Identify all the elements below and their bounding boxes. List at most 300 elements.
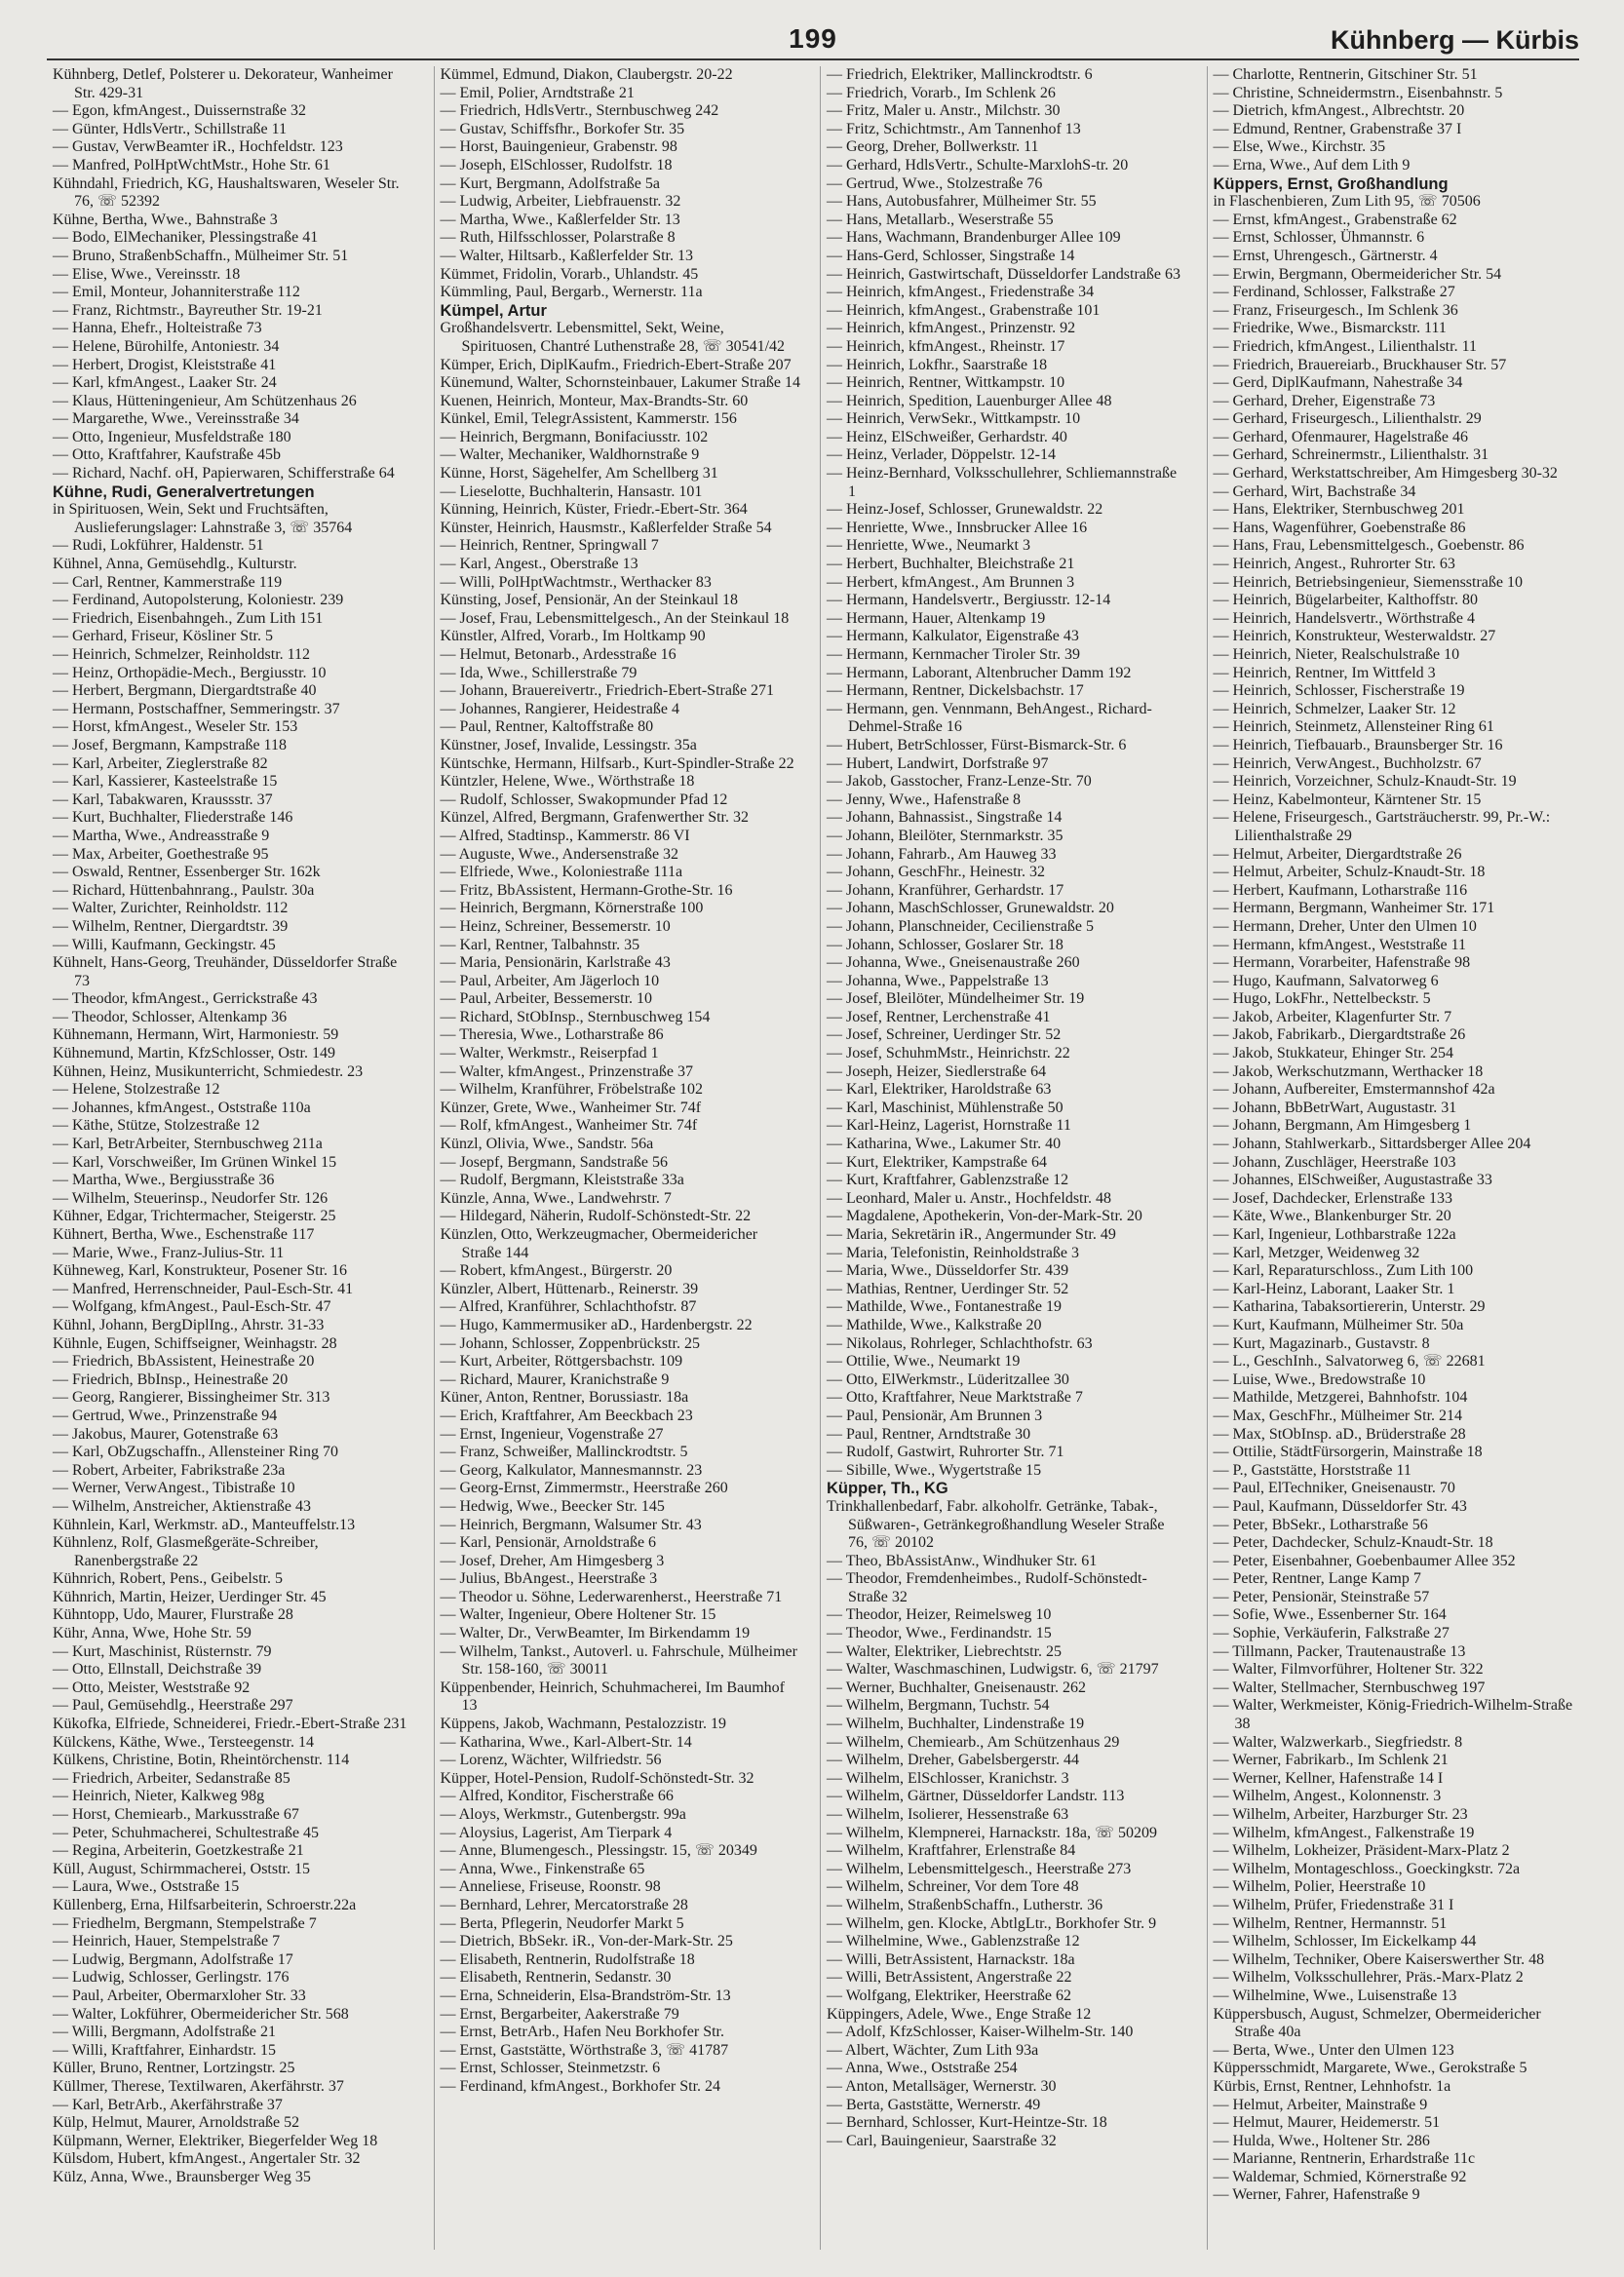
directory-entry: Kühne, Bertha, Wwe., Bahnstraße 3: [53, 211, 278, 228]
directory-entry: — Josef, Rentner, Lerchenstraße 41: [827, 1008, 1051, 1025]
directory-entry: — Paul, Arbeiter, Obermarxloher Str. 33: [53, 1987, 306, 2004]
directory-entry: — Else, Wwe., Kirchstr. 35: [1213, 138, 1386, 156]
directory-entry: — Karl, Metzger, Weidenweg 32: [1213, 1244, 1420, 1261]
directory-entry: — Wilhelmine, Wwe., Gablenzstraße 12: [827, 1933, 1080, 1950]
directory-entry: — Bernhard, Lehrer, Mercatorstraße 28: [440, 1896, 688, 1913]
directory-entry: Küpper, Hotel-Pension, Rudolf-Schönstedt-Str. 32: [440, 1769, 754, 1787]
directory-entry: — Heinz-Bernhard, Volksschullehrer, Schliemannstraße 1: [827, 465, 1178, 500]
directory-entry: — Peter, Schuhmacherei, Schultestraße 45: [53, 1824, 320, 1841]
directory-entry: — Regina, Arbeiterin, Goetzkestraße 21: [53, 1842, 304, 1860]
directory-entry: — Hans, Metallarb., Weserstraße 55: [827, 211, 1054, 228]
directory-entry: — Julius, BbAngest., Heerstraße 3: [440, 1570, 658, 1588]
directory-entry: — Hermann, Vorarbeiter, Hafenstraße 98: [1213, 954, 1471, 972]
directory-entry: — Johannes, Rangierer, Heidestraße 4: [440, 700, 679, 717]
directory-entry: — Willi, BetrAssistent, Harnackstr. 18a: [827, 1950, 1075, 1968]
directory-entry: — Walter, kfmAngest., Prinzenstraße 37: [440, 1062, 693, 1080]
directory-entry: — Josef, Bleilöter, Mündelheimer Str. 19: [827, 990, 1085, 1008]
directory-entry: — Ferdinand, kfmAngest., Borkhofer Str. 24: [440, 2077, 721, 2095]
directory-entry: — Sibille, Wwe., Wygertstraße 15: [827, 1461, 1042, 1479]
directory-entry: Künster, Heinrich, Hausmstr., Kaßlerfelder Straße 54: [440, 519, 772, 536]
directory-entry: — Jakob, Stukkateur, Ehinger Str. 254: [1213, 1045, 1453, 1062]
directory-column-2: [434, 66, 807, 2250]
directory-entry: — Gerhard, Friseurgesch., Lilienthalstr. 29: [1213, 410, 1482, 428]
directory-entry: — Georg-Ernst, Zimmermstr., Heerstraße 260: [440, 1480, 728, 1497]
directory-entry: — Paul, ElTechniker, Gneisenaustr. 70: [1213, 1480, 1455, 1497]
directory-entry: — Katharina, Tabaksortiererin, Unterstr. 29: [1213, 1298, 1486, 1316]
directory-entry: — Hermann, Rentner, Dickelsbachstr. 17: [827, 682, 1084, 700]
directory-entry: — Jakob, Arbeiter, Klagenfurter Str. 7: [1213, 1008, 1452, 1025]
directory-entry: — Helmut, Maurer, Heidemerstr. 51: [1213, 2114, 1441, 2132]
directory-entry: — Karl, Elektriker, Haroldstraße 63: [827, 1081, 1052, 1099]
directory-entry: — Gerhard, Dreher, Eigenstraße 73: [1213, 392, 1436, 409]
directory-entry: — Ernst, BetrArb., Hafen Neu Borkhofer Str.: [440, 2024, 724, 2041]
directory-entry: — Richard, StObInsp., Sternbuschweg 154: [440, 1008, 711, 1025]
directory-entry: — Rudi, Lokführer, Haldenstr. 51: [53, 537, 264, 555]
directory-entry: — Friedrike, Wwe., Bismarckstr. 111: [1213, 320, 1447, 337]
directory-entry: Kümmel, Edmund, Diakon, Claubergstr. 20-22: [440, 66, 733, 83]
directory-entry: — Walter, Lokführer, Obermeidericher Str. 568: [53, 2005, 349, 2023]
directory-entry: — Willi, Bergmann, Adolfstraße 21: [53, 2024, 276, 2041]
directory-entry: — Fritz, BbAssistent, Hermann-Grothe-Str. 16: [440, 881, 733, 899]
directory-entry: — Henriette, Wwe., Innsbrucker Allee 16: [827, 519, 1088, 536]
directory-entry: — Ludwig, Schlosser, Gerlingstr. 176: [53, 1969, 290, 1987]
directory-entry: — Johann, Schlosser, Zoppenbrückstr. 25: [440, 1334, 700, 1352]
directory-entry: Kükofka, Elfriede, Schneiderei, Friedr.-Ebert-Straße 231: [53, 1716, 407, 1733]
directory-entry: — Anna, Wwe., Finkenstraße 65: [440, 1860, 645, 1877]
directory-entry: — Hans, Wagenführer, Goebenstraße 86: [1213, 519, 1466, 536]
directory-entry: — Lorenz, Wächter, Wilfriedstr. 56: [440, 1752, 662, 1769]
directory-entry: — Anna, Wwe., Oststraße 254: [827, 2060, 1018, 2077]
directory-entry: — Johanna, Wwe., Gneisenaustraße 260: [827, 954, 1080, 972]
directory-entry: — Hermann, Postschaffner, Semmeringstr. 37: [53, 700, 340, 717]
directory-entry: — Carl, Rentner, Kammerstraße 119: [53, 573, 283, 591]
directory-entry: — Friedrich, BbInsp., Heinestraße 20: [53, 1370, 289, 1388]
directory-entry: — Käte, Wwe., Blankenburger Str. 20: [1213, 1208, 1451, 1225]
directory-entry: — Willi, PolHptWachtmstr., Werthacker 83: [440, 573, 712, 591]
directory-entry: — Theodor, Heizer, Reimelsweg 10: [827, 1606, 1052, 1624]
directory-entry: — Georg, Rangierer, Bissingheimer Str. 313: [53, 1389, 330, 1407]
directory-entry: — Käthe, Stütze, Stolzestraße 12: [53, 1117, 260, 1135]
directory-entry: — Hubert, Landwirt, Dorfstraße 97: [827, 754, 1049, 772]
directory-entry: — Werner, Fabrikarb., Im Schlenk 21: [1213, 1752, 1449, 1769]
directory-entry: — Johann, Kranführer, Gerhardstr. 17: [827, 881, 1064, 899]
directory-entry: — Elise, Wwe., Vereinsstr. 18: [53, 265, 241, 283]
directory-entry: — Otto, Kraftfahrer, Kaufstraße 45b: [53, 446, 281, 464]
directory-entry: — Kurt, Elektriker, Kampstraße 64: [827, 1153, 1047, 1171]
directory-entry: — Gerhard, Friseur, Kösliner Str. 5: [53, 628, 273, 645]
directory-entry: — Martha, Wwe., Kaßlerfelder Str. 13: [440, 211, 680, 228]
directory-entry: — Martha, Wwe., Andreasstraße 9: [53, 827, 270, 844]
directory-entry: — Albert, Wächter, Zum Lith 93a: [827, 2041, 1039, 2059]
directory-entry: — Helene, Bürohilfe, Antoniestr. 34: [53, 337, 280, 355]
directory-entry: — Johann, Schlosser, Goslarer Str. 18: [827, 936, 1063, 953]
directory-entry: — Theodor, Fremdenheimbes., Rudolf-Schönstedt-Straße 32: [827, 1570, 1147, 1605]
directory-entry: — Helene, Stolzestraße 12: [53, 1081, 220, 1099]
directory-entry: — Ludwig, Bergmann, Adolfstraße 17: [53, 1950, 293, 1968]
directory-entry: Kühneweg, Karl, Konstrukteur, Posener Str. 16: [53, 1262, 347, 1280]
directory-entry: — Paul, Pensionär, Am Brunnen 3: [827, 1407, 1043, 1424]
directory-entry: — Wilhelm, Chemiearb., Am Schützenhaus 29: [827, 1733, 1120, 1751]
directory-entry: — Herbert, Drogist, Kleiststraße 41: [53, 356, 277, 373]
directory-entry: Küller, Bruno, Rentner, Lortzingstr. 25: [53, 2060, 295, 2077]
directory-entry: — Max, StObInsp. aD., Brüderstraße 28: [1213, 1425, 1466, 1443]
directory-entry: — Manfred, PolHptWchtMstr., Hohe Str. 61: [53, 156, 330, 174]
directory-entry: — Heinrich, Schlosser, Fischerstraße 19: [1213, 682, 1465, 700]
directory-entry: — Rolf, kfmAngest., Wanheimer Str. 74f: [440, 1117, 698, 1135]
directory-entry: — Wilhelm, Buchhalter, Lindenstraße 19: [827, 1716, 1085, 1733]
directory-entry: — Wilhelm, Polier, Heerstraße 10: [1213, 1878, 1426, 1896]
directory-entry: — Ernst, Bergarbeiter, Aakerstraße 79: [440, 2005, 679, 2023]
directory-entry: — Heinrich, Angest., Ruhrorter Str. 63: [1213, 556, 1455, 573]
directory-entry: — Aloys, Werkmstr., Gutenbergstr. 99a: [440, 1806, 686, 1823]
directory-entry: Kühnlenz, Rolf, Glasmeßgeräte-Schreiber, Ranenbergstraße 22: [53, 1534, 319, 1569]
directory-entry: — Bernhard, Schlosser, Kurt-Heintze-Str. 18: [827, 2114, 1107, 2132]
directory-entry: — Oswald, Rentner, Essenberger Str. 162k: [53, 864, 321, 881]
directory-entry: Külpmann, Werner, Elektriker, Biegerfelder Weg 18: [53, 2132, 378, 2149]
directory-entry: Küntschke, Hermann, Hilfsarb., Kurt-Spindler-Straße 22: [440, 754, 794, 772]
directory-entry: — Willi, Kaufmann, Geckingstr. 45: [53, 936, 276, 953]
directory-entry: Kühnelt, Hans-Georg, Treuhänder, Düsseldorfer Straße 73: [53, 954, 398, 989]
directory-entry: Külsdom, Hubert, kfmAngest., Angertaler Str. 32: [53, 2150, 361, 2168]
directory-entry: — Wilhelm, Dreher, Gabelsbergerstr. 44: [827, 1752, 1079, 1769]
directory-entry: — Heinrich, kfmAngest., Rheinstr. 17: [827, 337, 1065, 355]
directory-entry: Kümmet, Fridolin, Vorarb., Uhlandstr. 45: [440, 265, 699, 283]
directory-entry: — Hermann, Kernmacher Tiroler Str. 39: [827, 646, 1080, 663]
directory-entry: — Erna, Wwe., Auf dem Lith 9: [1213, 156, 1411, 174]
directory-entry: — Bodo, ElMechaniker, Plessingstraße 41: [53, 229, 319, 247]
directory-entry: — Hildegard, Näherin, Rudolf-Schönstedt-Str. 22: [440, 1208, 752, 1225]
directory-entry: — Paul, Rentner, Kaltoffstraße 80: [440, 718, 654, 736]
directory-entry: — Horst, kfmAngest., Weseler Str. 153: [53, 718, 298, 736]
directory-entry: — Martha, Wwe., Bergiusstraße 36: [53, 1172, 275, 1189]
directory-entry: — Walter, Zurichter, Reinholdstr. 112: [53, 900, 289, 917]
directory-entry: Külp, Helmut, Maurer, Arnoldstraße 52: [53, 2114, 300, 2132]
directory-entry: — Sophie, Verkäuferin, Falkstraße 27: [1213, 1625, 1450, 1642]
page-number: 199: [789, 23, 837, 54]
directory-entry: — Lieselotte, Buchhalterin, Hansastr. 101: [440, 482, 703, 500]
directory-entry: — Ottilie, Wwe., Neumarkt 19: [827, 1353, 1021, 1370]
directory-entry: — Alfred, Konditor, Fischerstraße 66: [440, 1788, 674, 1805]
directory-entry: — Elfriede, Wwe., Koloniestraße 111a: [440, 864, 683, 881]
directory-entry: — Walter, Werkmstr., Reiserpfad 1: [440, 1045, 659, 1062]
directory-entry: Kümmling, Paul, Bergarb., Wernerstr. 11a: [440, 284, 703, 301]
directory-entry: — Walter, Stellmacher, Sternbuschweg 197: [1213, 1679, 1486, 1696]
directory-entry: — Wilhelm, Kraftfahrer, Erlenstraße 84: [827, 1842, 1076, 1860]
directory-entry: — Kurt, Arbeiter, Röttgersbachstr. 109: [440, 1353, 683, 1370]
directory-entry: — Theresia, Wwe., Lotharstraße 86: [440, 1026, 664, 1044]
directory-entry: — Friedrich, kfmAngest., Lilienthalstr. 11: [1213, 337, 1477, 355]
directory-entry: — Karl, Arbeiter, Zieglerstraße 82: [53, 754, 268, 772]
directory-entry: — Karl, Pensionär, Arnoldstraße 6: [440, 1534, 657, 1552]
directory-entry: Küll, August, Schirmmacherei, Oststr. 15: [53, 1860, 310, 1877]
directory-entry: — Egon, kfmAngest., Duissernstraße 32: [53, 102, 306, 120]
directory-entry: — Johann, Brauereivertr., Friedrich-Ebert-Straße 271: [440, 682, 775, 700]
directory-entry: Kühnl, Johann, BergDiplIng., Ahrstr. 31-33: [53, 1316, 325, 1333]
directory-entry: — Wilhelm, kfmAngest., Falkenstraße 19: [1213, 1824, 1475, 1841]
directory-entry: — Anne, Blumengesch., Plessingstr. 15, ☏ 20349: [440, 1842, 757, 1860]
directory-entry: — Heinz, Kabelmonteur, Kärntener Str. 15: [1213, 791, 1482, 808]
directory-entry: — Wilhelm, Klempnerei, Harnackstr. 18a, ☏ 50209: [827, 1824, 1157, 1841]
directory-entry: — Hans, Elektriker, Sternbuschweg 201: [1213, 501, 1465, 519]
directory-entry: — Ferdinand, Schlosser, Falkstraße 27: [1213, 284, 1455, 301]
directory-entry: Kühnrich, Martin, Heizer, Uerdinger Str. 45: [53, 1588, 327, 1605]
directory-entry: — Johann, Planschneider, Cecilienstraße 5: [827, 917, 1094, 935]
directory-column-4: [1207, 66, 1580, 2250]
directory-entry: — Josef, SchuhmMstr., Heinrichstr. 22: [827, 1045, 1070, 1062]
directory-entry: — Wilhelm, Schreiner, Vor dem Tore 48: [827, 1878, 1079, 1896]
directory-entry: — Heinrich, Steinmetz, Allensteiner Ring 61: [1213, 718, 1494, 736]
directory-entry: — Günter, HdlsVertr., Schillstraße 11: [53, 120, 288, 137]
directory-entry: — Kurt, Bergmann, Adolfstraße 5a: [440, 174, 660, 192]
directory-entry: — Paul, Gemüsehdlg., Heerstraße 297: [53, 1697, 293, 1715]
directory-entry: — Otto, Meister, Weststraße 92: [53, 1679, 251, 1696]
directory-entry: — Werner, VerwAngest., Tibistraße 10: [53, 1480, 295, 1497]
directory-entry: Kümper, Erich, DiplKaufm., Friedrich-Ebert-Straße 207: [440, 356, 792, 373]
directory-entry: — Gerhard, HdlsVertr., Schulte-MarxlohS-tr. 20: [827, 156, 1129, 174]
directory-entry: — Helmut, Betonarb., Ardesstraße 16: [440, 646, 677, 663]
directory-entry: — Willi, BetrAssistent, Angerstraße 22: [827, 1969, 1072, 1987]
directory-entry: — Erwin, Bergmann, Obermeidericher Str. 54: [1213, 265, 1502, 283]
directory-entry: — Heinrich, VerwSekr., Wittkampstr. 10: [827, 410, 1081, 428]
directory-entry: — Ernst, Uhrengesch., Gärtnerstr. 4: [1213, 247, 1438, 264]
directory-entry: — Josepf, Bergmann, Sandstraße 56: [440, 1153, 668, 1171]
directory-entry: — Theo, BbAssistAnw., Windhuker Str. 61: [827, 1552, 1098, 1569]
directory-entry: — Maria, Pensionärin, Karlstraße 43: [440, 954, 671, 972]
directory-entry: Küntzler, Helene, Wwe., Wörthstraße 18: [440, 773, 695, 791]
directory-entry: — Helmut, Arbeiter, Mainstraße 9: [1213, 2096, 1428, 2113]
directory-entry: Küppenbender, Heinrich, Schuhmacherei, Im Baumhof 13: [440, 1679, 785, 1715]
directory-entry: in Flaschenbieren, Zum Lith 95, ☏ 70506: [1213, 193, 1481, 211]
directory-entry: — Friedrich, HdlsVertr., Sternbuschweg 242: [440, 102, 719, 120]
directory-entry: Küppens, Jakob, Wachmann, Pestalozzistr. 19: [440, 1716, 726, 1733]
directory-entry: — Heinrich, kfmAngest., Prinzenstr. 92: [827, 320, 1076, 337]
directory-entry: — Ferdinand, Autopolsterung, Koloniestr. 239: [53, 592, 344, 609]
directory-entry: — Otto, Kraftfahrer, Neue Marktstraße 7: [827, 1389, 1083, 1407]
directory-entry: — Karl, Maschinist, Mühlenstraße 50: [827, 1099, 1063, 1116]
directory-entry: — Werner, Buchhalter, Gneisenaustr. 262: [827, 1679, 1086, 1696]
directory-entry: — Friedrich, Elektriker, Mallinckrodtstr. 6: [827, 66, 1093, 83]
directory-entry: — Emil, Polier, Arndtstraße 21: [440, 84, 635, 101]
directory-entry: — Jakob, Gasstocher, Franz-Lenze-Str. 70: [827, 773, 1092, 791]
directory-entry: — Walter, Waschmaschinen, Ludwigstr. 6, ☏ 21797: [827, 1661, 1159, 1679]
directory-entry: — Wilhelm, Isolierer, Hessenstraße 63: [827, 1806, 1069, 1823]
directory-entry: — Wilhelm, Schlosser, Im Eickelkamp 44: [1213, 1933, 1477, 1950]
directory-entry: — Herbert, Bergmann, Diergardtstraße 40: [53, 682, 317, 700]
directory-entry: — Hanna, Ehefr., Holteistraße 73: [53, 320, 262, 337]
directory-entry: — Christine, Schneidermstrn., Eisenbahnstr. 5: [1213, 84, 1503, 101]
directory-entry: — Heinrich, Rentner, Wittkampstr. 10: [827, 374, 1065, 392]
directory-entry: Küppingers, Adele, Wwe., Enge Straße 12: [827, 2005, 1092, 2023]
directory-entry: — Helmut, Arbeiter, Schulz-Knaudt-Str. 18: [1213, 864, 1486, 881]
directory-entry: — Walter, Dr., VerwBeamter, Im Birkendamm 19: [440, 1625, 751, 1642]
directory-entry: — Johann, BbBetrWart, Augustastr. 31: [1213, 1099, 1457, 1116]
directory-entry: — Werner, Kellner, Hafenstraße 14 I: [1213, 1769, 1444, 1787]
directory-entry: Künzler, Albert, Hüttenarb., Reinerstr. 39: [440, 1280, 699, 1297]
page-header: [47, 18, 1579, 60]
directory-column-1: [47, 66, 420, 2250]
directory-entry: — Johann, GeschFhr., Heinestr. 32: [827, 864, 1045, 881]
directory-entry: — Marianne, Rentnerin, Erhardstraße 11c: [1213, 2150, 1476, 2168]
directory-entry: — Johann, Stahlwerkarb., Sittardsberger Allee 204: [1213, 1136, 1531, 1153]
directory-heading: Kümpel, Artur: [440, 301, 547, 320]
directory-entry: — Hans, Autobusfahrer, Mülheimer Str. 55: [827, 193, 1097, 211]
directory-entry: — Rudolf, Schlosser, Swakopmunder Pfad 12: [440, 791, 728, 808]
directory-entry: — Wilhelm, Lokheizer, Präsident-Marx-Platz 2: [1213, 1842, 1510, 1860]
directory-heading: Kühne, Rudi, Generalvertretungen: [53, 482, 315, 501]
directory-entry: — Karl, Angest., Oberstraße 13: [440, 556, 638, 573]
directory-entry: — Karl, Tabakwaren, Kraussstr. 37: [53, 791, 273, 808]
directory-entry: — Wilhelm, Anstreicher, Aktienstraße 43: [53, 1497, 312, 1515]
directory-entry: — Gertrud, Wwe., Stolzestraße 76: [827, 174, 1043, 192]
directory-entry: — Theodor u. Söhne, Lederwarenherst., Heerstraße 71: [440, 1588, 783, 1605]
directory-entry: — Kurt, Maschinist, Rüsternstr. 79: [53, 1642, 272, 1660]
directory-entry: — Paul, Kaufmann, Düsseldorfer Str. 43: [1213, 1497, 1467, 1515]
directory-entry: — Karl, Kassierer, Kasteelstraße 15: [53, 773, 278, 791]
directory-entry: — Heinrich, Rentner, Im Wittfeld 3: [1213, 664, 1436, 681]
directory-entry: — Maria, Sekretärin iR., Angermunder Str. 49: [827, 1226, 1116, 1243]
directory-entry: — Elisabeth, Rentnerin, Sedanstr. 30: [440, 1969, 672, 1987]
directory-entry: — Mathilde, Wwe., Kalkstraße 20: [827, 1316, 1042, 1333]
directory-entry: — Hans, Wachmann, Brandenburger Allee 109: [827, 229, 1121, 247]
directory-entry: — Franz, Schweißer, Mallinckrodtstr. 5: [440, 1444, 688, 1461]
directory-entry: — Georg, Kalkulator, Mannesmannstr. 23: [440, 1461, 703, 1479]
directory-entry: — Max, GeschFhr., Mülheimer Str. 214: [1213, 1407, 1463, 1424]
directory-entry: Künning, Heinrich, Küster, Friedr.-Ebert-Str. 364: [440, 501, 748, 519]
directory-entry: — Otto, ElWerkmstr., Lüderitzallee 30: [827, 1370, 1069, 1388]
directory-entry: Küllmer, Therese, Textilwaren, Akerfährstr. 37: [53, 2077, 344, 2095]
directory-entry: — Josef, Dachdecker, Erlenstraße 133: [1213, 1189, 1452, 1207]
running-head: Kühnberg — Kürbis: [1331, 25, 1579, 55]
directory-heading: Küppers, Ernst, Großhandlung: [1213, 174, 1449, 193]
directory-entry: — Jakob, Werkschutzmann, Werthacker 18: [1213, 1062, 1484, 1080]
directory-entry: — Charlotte, Rentnerin, Gitschiner Str. 51: [1213, 66, 1478, 83]
directory-entry: — Helene, Friseurgesch., Gartsträucherstr. 99, Pr.-W.: Lilienthalstraße 29: [1213, 809, 1551, 844]
directory-entry: — Walter, Mechaniker, Waldhornstraße 9: [440, 446, 700, 464]
directory-entry: — Jakob, Fabrikarb., Diergardtstraße 26: [1213, 1026, 1466, 1044]
directory-entry: Küllenberg, Erna, Hilfsarbeiterin, Schroerstr.22a: [53, 1896, 357, 1913]
directory-entry: — Heinrich, Tiefbauarb., Braunsberger Str. 16: [1213, 736, 1503, 753]
directory-entry: — Hermann, Laborant, Altenbrucher Damm 192: [827, 664, 1132, 681]
directory-entry: — Karl, kfmAngest., Laaker Str. 24: [53, 374, 277, 392]
directory-entry: — Fritz, Maler u. Anstr., Milchstr. 30: [827, 102, 1061, 120]
directory-entry: — Walter, Walzwerkarb., Siegfriedstr. 8: [1213, 1733, 1463, 1751]
directory-entry: — Hans, Frau, Lebensmittelgesch., Goebenstr. 86: [1213, 537, 1525, 555]
directory-entry: — Heinrich, Bügelarbeiter, Kalthoffstr. 80: [1213, 592, 1478, 609]
directory-entry: — Richard, Nachf. oH, Papierwaren, Schifferstraße 64: [53, 465, 395, 482]
directory-entry: — Heinrich, kfmAngest., Friedenstraße 34: [827, 284, 1095, 301]
directory-entry: — Aloysius, Lagerist, Am Tierpark 4: [440, 1824, 673, 1841]
directory-entry: — Gerhard, Werkstattschreiber, Am Himgesberg 30-32: [1213, 465, 1558, 482]
directory-entry: — Heinrich, Bergmann, Walsumer Str. 43: [440, 1516, 702, 1533]
directory-entry: — Johann, MaschSchlosser, Grunewaldstr. 20: [827, 900, 1114, 917]
directory-entry: — Heinrich, Spedition, Lauenburger Allee 48: [827, 392, 1112, 409]
directory-entry: — Rudolf, Bergmann, Kleiststraße 33a: [440, 1172, 684, 1189]
directory-entry: — Karl, Vorschweißer, Im Grünen Winkel 15: [53, 1153, 337, 1171]
directory-entry: — Karl, BetrArbeiter, Sternbuschweg 211a: [53, 1136, 323, 1153]
directory-entry: — Herbert, Kaufmann, Lotharstraße 116: [1213, 881, 1468, 899]
directory-entry: Künzl, Olivia, Wwe., Sandstr. 56a: [440, 1136, 654, 1153]
directory-entry: — Heinz, Schreiner, Bessemerstr. 10: [440, 917, 671, 935]
directory-entry: — Heinrich, Rentner, Springwall 7: [440, 537, 659, 555]
directory-entry: — Magdalene, Apothekerin, Von-der-Mark-Str. 20: [827, 1208, 1142, 1225]
directory-entry: — Ernst, Schlosser, Ühmannstr. 6: [1213, 229, 1425, 247]
directory-entry: — Wolfgang, kfmAngest., Paul-Esch-Str. 47: [53, 1298, 331, 1316]
directory-entry: — P., Gaststätte, Horststraße 11: [1213, 1461, 1411, 1479]
directory-entry: — Elisabeth, Rentnerin, Rudolfstraße 18: [440, 1950, 695, 1968]
directory-entry: — Hedwig, Wwe., Beecker Str. 145: [440, 1497, 665, 1515]
directory-entry: — Ernst, kfmAngest., Grabenstraße 62: [1213, 211, 1457, 228]
directory-entry: Künzer, Grete, Wwe., Wanheimer Str. 74f: [440, 1099, 702, 1116]
directory-entry: — Hans-Gerd, Schlosser, Singstraße 14: [827, 247, 1075, 264]
directory-entry: — Ottilie, StädtFürsorgerin, Mainstraße 18: [1213, 1444, 1483, 1461]
directory-entry: — Maria, Telefonistin, Reinholdstraße 3: [827, 1244, 1079, 1261]
directory-entry: — Wilhelm, Volksschullehrer, Präs.-Marx-Platz 2: [1213, 1969, 1524, 1987]
directory-entry: — Gerhard, Ofenmaurer, Hagelstraße 46: [1213, 428, 1468, 445]
directory-entry: — Max, Arbeiter, Goethestraße 95: [53, 845, 269, 863]
directory-entry: — Wilhelm, Montageschloss., Goeckingkstr. 72a: [1213, 1860, 1521, 1877]
directory-entry: — Walter, Filmvorführer, Holtener Str. 322: [1213, 1661, 1484, 1679]
directory-entry: — Adolf, KfzSchlosser, Kaiser-Wilhelm-Str. 140: [827, 2024, 1134, 2041]
directory-entry: — Wolfgang, Elektriker, Heerstraße 62: [827, 1987, 1072, 2004]
directory-entry: — Berta, Gaststätte, Wernerstr. 49: [827, 2096, 1041, 2113]
directory-column-3: [820, 66, 1193, 2250]
directory-entry: — Gertrud, Wwe., Prinzenstraße 94: [53, 1407, 278, 1424]
directory-entry: — Ernst, Gaststätte, Wörthstraße 3, ☏ 41787: [440, 2041, 729, 2059]
directory-entry: — Georg, Dreher, Bollwerkstr. 11: [827, 138, 1039, 156]
directory-entry: — Robert, Arbeiter, Fabrikstraße 23a: [53, 1461, 286, 1479]
directory-entry: — Maria, Wwe., Düsseldorfer Str. 439: [827, 1262, 1069, 1280]
directory-entry: — Friedrich, Eisenbahngeh., Zum Lith 151: [53, 609, 324, 627]
directory-entry: — Wilhelm, Bergmann, Tuchstr. 54: [827, 1697, 1050, 1715]
directory-entry: — L., GeschInh., Salvatorweg 6, ☏ 22681: [1213, 1353, 1486, 1370]
directory-entry: — Mathilde, Metzgerei, Bahnhofstr. 104: [1213, 1389, 1468, 1407]
directory-entry: — Richard, Maurer, Kranichstraße 9: [440, 1370, 670, 1388]
directory-entry: — Helmut, Arbeiter, Diergardtstraße 26: [1213, 845, 1462, 863]
directory-entry: — Kurt, Kaufmann, Mülheimer Str. 50a: [1213, 1316, 1464, 1333]
directory-entry: — Wilhelm, ElSchlosser, Kranichstr. 3: [827, 1769, 1069, 1787]
directory-entry: — Theodor, Wwe., Ferdinandstr. 15: [827, 1625, 1052, 1642]
directory-entry: — Erich, Kraftfahrer, Am Beeckbach 23: [440, 1407, 693, 1424]
directory-entry: — Mathias, Rentner, Uerdinger Str. 52: [827, 1280, 1069, 1297]
directory-entry: — Johannes, ElSchweißer, Augustastraße 33: [1213, 1172, 1492, 1189]
directory-entry: — Johann, Aufbereiter, Emstermannshof 42a: [1213, 1081, 1495, 1099]
directory-entry: — Karl-Heinz, Laborant, Laaker Str. 1: [1213, 1280, 1455, 1297]
directory-entry: — Wilhelm, Lebensmittelgesch., Heerstraße 273: [827, 1860, 1132, 1877]
directory-entry: — Wilhelm, Kranführer, Fröbelstraße 102: [440, 1081, 703, 1099]
directory-entry: — Laura, Wwe., Oststraße 15: [53, 1878, 240, 1896]
directory-entry: — Hermann, gen. Vennmann, BehAngest., Richard-Dehmel-Straße 16: [827, 700, 1152, 736]
directory-entry: Kuenen, Heinrich, Monteur, Max-Brandts-Str. 60: [440, 392, 749, 409]
directory-entry: — Johann, Bahnassist., Singstraße 14: [827, 809, 1063, 827]
directory-entry: — Berta, Pflegerin, Neudorfer Markt 5: [440, 1914, 684, 1932]
directory-entry: — Gerhard, Schreinermstr., Lilienthalstr. 31: [1213, 446, 1489, 464]
directory-entry: — Tillmann, Packer, Trautenaustraße 13: [1213, 1642, 1466, 1660]
directory-entry: — Hermann, Hauer, Altenkamp 19: [827, 609, 1046, 627]
directory-entry: — Willi, Kraftfahrer, Einhardstr. 15: [53, 2041, 277, 2059]
directory-entry: — Werner, Fahrer, Hafenstraße 9: [1213, 2186, 1420, 2204]
directory-entry: — Hubert, BetrSchlosser, Fürst-Bismarck-Str. 6: [827, 736, 1127, 753]
directory-entry: — Manfred, Herrenschneider, Paul-Esch-Str. 41: [53, 1280, 354, 1297]
directory-entry: — Walter, Werkmeister, König-Friedrich-Wilhelm-Straße 38: [1213, 1697, 1573, 1733]
directory-entry: — Heinrich, Nieter, Realschulstraße 10: [1213, 646, 1460, 663]
directory-entry: Küner, Anton, Rentner, Borussiastr. 18a: [440, 1389, 689, 1407]
directory-entry: Künkel, Emil, TelegrAssistent, Kammerstr. 156: [440, 410, 737, 428]
directory-entry: — Franz, Richtmstr., Bayreuther Str. 19-21: [53, 301, 323, 319]
directory-entry: — Horst, Bauingenieur, Grabenstr. 98: [440, 138, 677, 156]
directory-entry: Kühnle, Eugen, Schiffseigner, Weinhagstr. 28: [53, 1334, 337, 1352]
directory-entry: Külz, Anna, Wwe., Braunsberger Weg 35: [53, 2168, 311, 2185]
directory-entry: — Wilhelm, Angest., Kolonnenstr. 3: [1213, 1788, 1442, 1805]
